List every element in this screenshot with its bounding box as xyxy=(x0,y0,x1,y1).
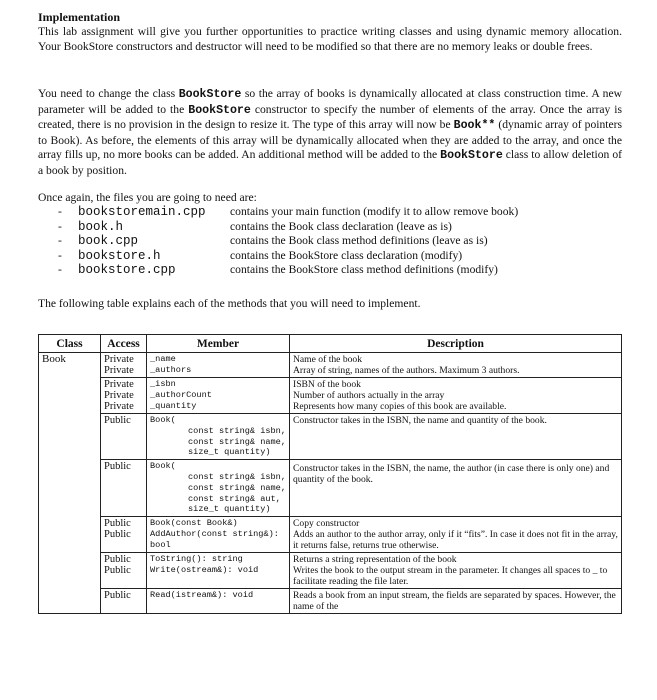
access-cell: Public Public xyxy=(101,553,147,589)
header-description: Description xyxy=(290,335,622,353)
description-cell: Constructor takes in the ISBN, the name and quantity of the book. xyxy=(290,414,622,460)
access-cell: Private Private Private xyxy=(101,378,147,414)
table-row xyxy=(39,517,622,553)
table-row xyxy=(39,378,622,414)
access-cell: Private Private xyxy=(101,353,147,378)
methods-table xyxy=(38,334,622,614)
table-header-row xyxy=(39,335,622,353)
header-access: Access xyxy=(101,335,147,353)
access-cell: Public Public xyxy=(101,517,147,553)
file-item: - bookstoremain.cpp contains your main function (modify it to allow remove book) xyxy=(58,205,519,219)
dynamic-array-paragraph: You need to change the class BookStore so the array of books is dynamically allocated at class construction time. A new parameter will be added to the BookStore constructor to specify the number of elements of the array. Once the array is created, there is no provision in the design to resize it. The type of this array will now be Book** (dynamic array of pointers to Book). As before, the elements of this array will be dynamically allocated when they are added to the array, and once the array fills up, no more books can be added. An additional method will be added to the BookStore class to allow deletion of a book by position. xyxy=(38,87,622,177)
header-member: Member xyxy=(147,335,290,353)
table-row xyxy=(39,589,622,614)
table-intro: The following table explains each of the methods that you will need to implement. xyxy=(38,297,421,310)
file-item: - book.h contains the Book class declaration (leave as is) xyxy=(58,219,452,234)
file-item: - bookstore.cpp contains the BookStore class method definitions (modify) xyxy=(58,263,498,278)
files-intro: Once again, the files you are going to need are: xyxy=(38,191,257,204)
member-cell: Book(const Book&) AddAuthor(const string&): bool xyxy=(147,517,290,553)
description-cell: Constructor takes in the ISBN, the name, the author (in case there is only one) and quantity of the book. xyxy=(290,460,622,517)
access-cell: Public xyxy=(101,414,147,460)
description-cell: Returns a string representation of the book Writes the book to the output stream in the parameter. It changes all spaces to _ to facilitate reading the file later. xyxy=(290,553,622,589)
class-cell: Book xyxy=(39,353,101,614)
files-list xyxy=(58,205,518,278)
table-row xyxy=(39,553,622,589)
member-cell: _name _authors xyxy=(147,353,290,378)
access-cell: Public xyxy=(101,460,147,517)
table-row xyxy=(39,460,622,517)
header-class: Class xyxy=(39,335,101,353)
description-cell: Name of the book Array of string, names of the authors. Maximum 3 authors. xyxy=(290,353,622,378)
access-cell: Public xyxy=(101,589,147,614)
table-row xyxy=(39,353,622,378)
member-cell: Read(istream&): void xyxy=(147,589,290,614)
member-cell: ToString(): string Write(ostream&): void xyxy=(147,553,290,589)
table-row xyxy=(39,414,622,460)
intro-paragraph: This lab assignment will give you further opportunities to practice writing classes and using dynamic memory allocation. Your BookStore constructors and destructor will need to be modified so that there are no memory leaks or double frees. xyxy=(38,25,622,53)
member-cell: Book( const string& isbn, const string& name, const string& aut, size_t quantity) xyxy=(147,460,290,517)
file-item: - book.cpp contains the Book class method definitions (leave as is) xyxy=(58,234,488,249)
description-cell: Copy constructor Adds an author to the author array, only if it “fits”. In case it does not fit in the array, it returns false, returns true otherwise. xyxy=(290,517,622,553)
description-cell: Reads a book from an input stream, the fields are separated by spaces. However, the name of the xyxy=(290,589,622,614)
member-cell: Book( const string& isbn, const string& name, size_t quantity) xyxy=(147,414,290,460)
section-heading: Implementation xyxy=(38,10,120,24)
description-cell: ISBN of the book Number of authors actually in the array Represents how many copies of this book are available. xyxy=(290,378,622,414)
file-item: - bookstore.h contains the BookStore class declaration (modify) xyxy=(58,248,463,263)
member-cell: _isbn _authorCount _quantity xyxy=(147,378,290,414)
